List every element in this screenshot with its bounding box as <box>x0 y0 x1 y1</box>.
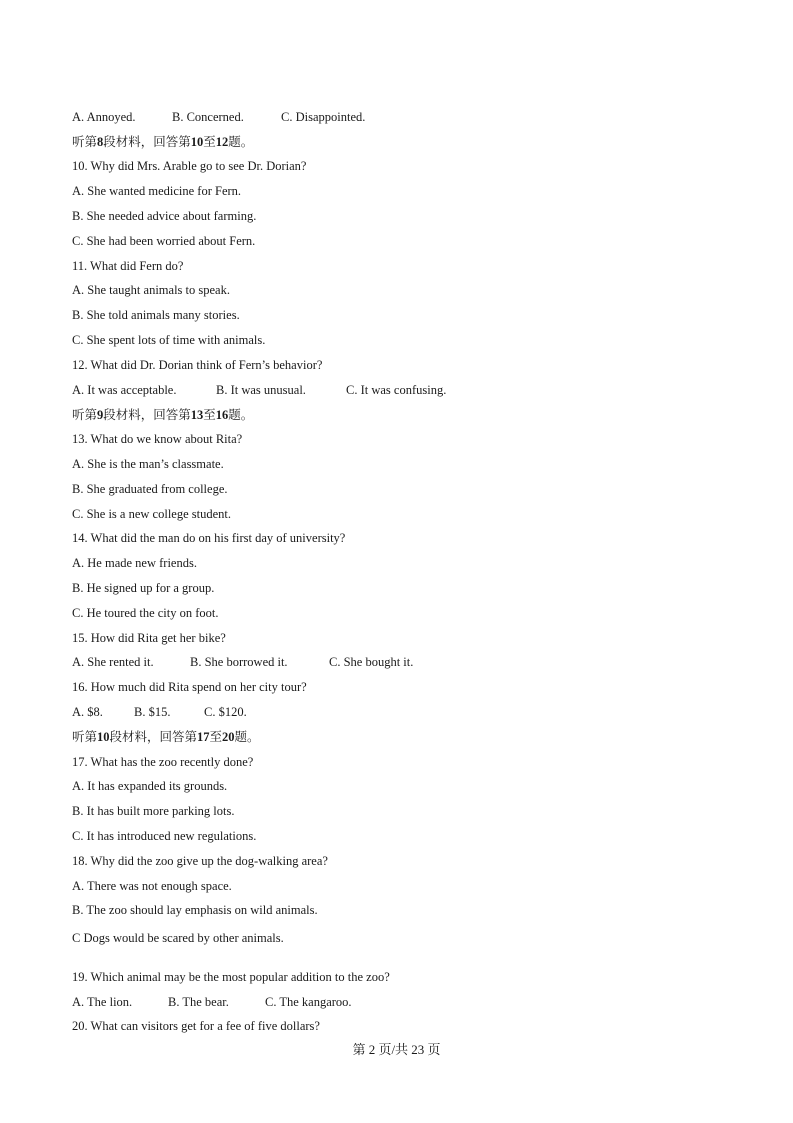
question-13: 13. What do we know about Rita? <box>72 432 243 446</box>
q18-option-b: B. The zoo should lay emphasis on wild animals. <box>72 903 318 917</box>
q15-option-a: A. She rented it. <box>72 655 154 669</box>
q9-option-a: A. Annoyed. <box>72 110 136 124</box>
q13-option-b: B. She graduated from college. <box>72 482 228 496</box>
q15-option-c: C. She bought it. <box>329 655 414 669</box>
q17-option-a: A. It has expanded its grounds. <box>72 779 228 793</box>
q18-option-c: C Dogs would be scared by other animals. <box>72 931 284 945</box>
q10-option-c: C. She had been worried about Fern. <box>72 234 256 248</box>
q15-option-b: B. She borrowed it. <box>190 655 288 669</box>
q9-option-c: C. Disappointed. <box>281 110 366 124</box>
q16-option-b: B. $15. <box>134 705 171 719</box>
question-18: 18. Why did the zoo give up the dog-walking area? <box>72 854 328 868</box>
q10-option-b: B. She needed advice about farming. <box>72 209 257 223</box>
q14-option-a: A. He made new friends. <box>72 556 197 570</box>
q12-option-c: C. It was confusing. <box>346 383 447 397</box>
q13-option-a: A. She is the man’s classmate. <box>72 457 224 471</box>
question-20: 20. What can visitors get for a fee of five dollars? <box>72 1019 320 1033</box>
q19-options <box>72 994 352 1010</box>
q17-option-c: C. It has introduced new regulations. <box>72 829 257 843</box>
q19-option-b: B. The bear. <box>168 995 229 1009</box>
q14-option-c: C. He toured the city on foot. <box>72 606 219 620</box>
q16-options <box>72 704 247 720</box>
question-10: 10. Why did Mrs. Arable go to see Dr. Dorian? <box>72 159 307 173</box>
q9-options <box>72 109 365 125</box>
q19-option-c: C. The kangaroo. <box>265 995 352 1009</box>
q14-option-b: B. He signed up for a group. <box>72 581 215 595</box>
question-19: 19. Which animal may be the most popular addition to the zoo? <box>72 970 390 984</box>
question-17: 17. What has the zoo recently done? <box>72 755 254 769</box>
question-14: 14. What did the man do on his first day of university? <box>72 531 346 545</box>
question-16: 16. How much did Rita spend on her city tour? <box>72 680 307 694</box>
q11-option-c: C. She spent lots of time with animals. <box>72 333 266 347</box>
q15-options <box>72 654 413 670</box>
q16-option-a: A. $8. <box>72 705 103 719</box>
q16-option-c: C. $120. <box>204 705 247 719</box>
q13-option-c: C. She is a new college student. <box>72 507 231 521</box>
q12-option-b: B. It was unusual. <box>216 383 306 397</box>
section-header-9: 听第9段材料，回答第13至16题。 <box>72 408 254 422</box>
question-15: 15. How did Rita get her bike? <box>72 631 226 645</box>
q12-options <box>72 382 446 398</box>
q10-option-a: A. She wanted medicine for Fern. <box>72 184 242 198</box>
page-number: 第 2 页/共 23 页 <box>352 1042 441 1057</box>
q18-option-a: A. There was not enough space. <box>72 879 232 893</box>
q9-option-b: B. Concerned. <box>172 110 244 124</box>
q19-option-a: A. The lion. <box>72 995 133 1009</box>
section-header-8: 听第8段材料，回答第10至12题。 <box>72 135 254 149</box>
q17-option-b: B. It has built more parking lots. <box>72 804 235 818</box>
q11-option-b: B. She told animals many stories. <box>72 308 240 322</box>
question-11: 11. What did Fern do? <box>72 259 184 273</box>
section-header-10: 听第10段材料，回答第17至20题。 <box>72 730 260 744</box>
q11-option-a: A. She taught animals to speak. <box>72 283 230 297</box>
question-12: 12. What did Dr. Dorian think of Fern’s behavior? <box>72 358 323 372</box>
q12-option-a: A. It was acceptable. <box>72 383 177 397</box>
